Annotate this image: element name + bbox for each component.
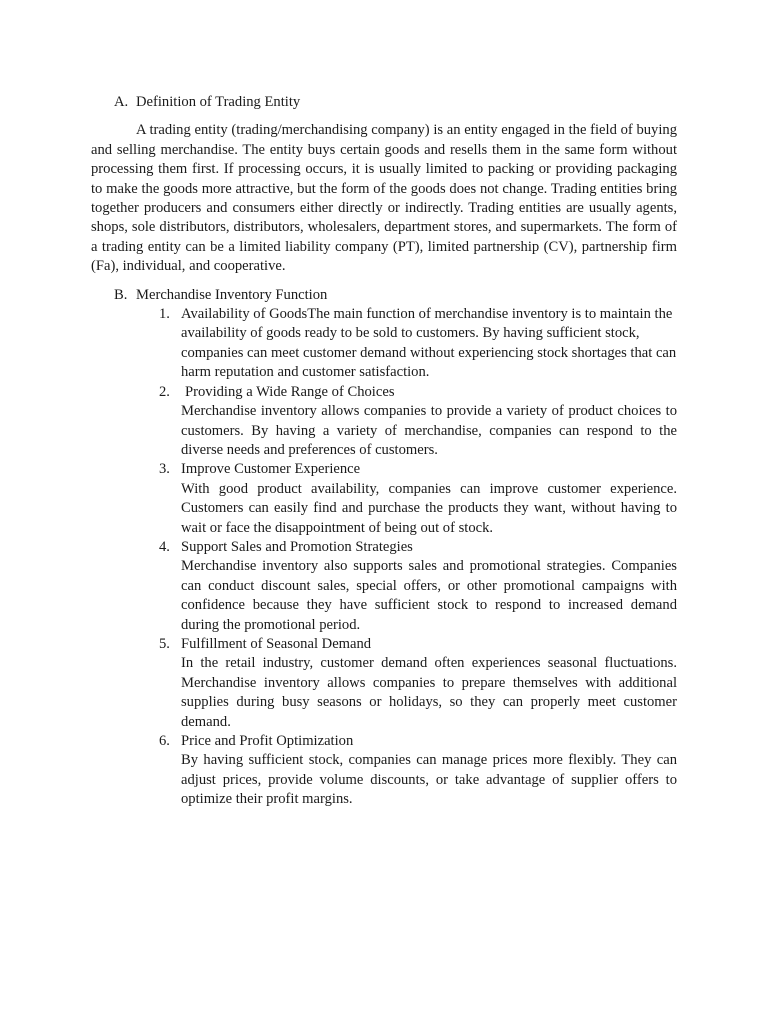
section-b-letter: B. — [114, 286, 128, 303]
list-item-number: 3. — [159, 461, 170, 478]
list-item-body: Merchandise inventory also supports sales and promotional strategies. Companies can conduct discount sales, special offers, or other promotional campaigns with confidence because they have sufficient stock to respond to increased demand during the promotional period. — [181, 558, 677, 633]
list-item — [159, 635, 677, 732]
list-item-number: 1. — [159, 306, 170, 323]
list-item-body: With good product availability, companies can improve customer experience. Customers can easily find and purchase the products they want, without having to wait or face the disappointment of being out of stock. — [181, 480, 677, 536]
section-a-heading — [91, 93, 677, 112]
section-a-letter: A. — [114, 94, 129, 110]
list-item-body: In the retail industry, customer demand often experiences seasonal fluctuations. Merchandise inventory allows companies to prepare themselves with additional supplies during busy seasons or holidays, so they can properly meet customer demand. — [181, 655, 677, 730]
list-item-number: 5. — [159, 635, 170, 652]
section-b-heading — [91, 286, 677, 305]
list-item — [159, 383, 677, 461]
list-item — [159, 538, 677, 635]
list-item-body: Merchandise inventory allows companies to provide a variety of product choices to customers. By having a variety of merchandise, companies can respond to the diverse needs and preferences of customers. — [181, 403, 677, 458]
section-a-paragraph: A trading entity (trading/merchandising company) is an entity engaged in the field of buying and selling merchandise. The entity buys certain goods and resells them in the same form without processing them first. If processing occurs, it is usually limited to packing or providing packaging to make the goods more attractive, but the form of the goods does not change. Trading entities bring together producers and consumers either directly or indirectly. Trading entities are usually agents, shops, sole distributors, distributors, wholesalers, department stores, and supermarkets. The form of a trading entity can be a limited liability company (PT), limited partnership (CV), partnership firm (Fa), individual, and cooperative. — [91, 122, 677, 275]
list-item — [159, 732, 677, 810]
list-item-title: Improve Customer Experience — [181, 461, 361, 478]
list-item-title: Availability of Goods — [181, 306, 308, 323]
list-item-number: 6. — [159, 733, 170, 749]
list-item-body: By having sufficient stock, companies can manage prices more flexibly. They can adjust prices, provide volume discounts, or take advantage of supplier offers to optimize their profit margins. — [181, 752, 677, 808]
list-item-number: 4. — [159, 538, 170, 555]
list-item-body: The main function of merchandise inventory is to maintain the availability of goods ready to be sold to customers. By having sufficient stock, companies can meet customer demand without experiencing stock shortages that can harm reputation and customer satisfaction. — [181, 306, 677, 381]
list-item-title: Providing a Wide Range of Choices — [185, 383, 395, 400]
document-body — [91, 93, 677, 810]
section-a-title: Definition of Trading Entity — [136, 94, 301, 110]
list-item-title: Support Sales and Promotion Strategies — [181, 538, 413, 555]
list-item — [159, 305, 677, 383]
list-item-title: Price and Profit Optimization — [181, 733, 354, 749]
merchandise-function-list — [91, 305, 677, 810]
list-item-number: 2. — [159, 383, 170, 400]
list-item-text — [181, 306, 676, 380]
list-item — [159, 460, 677, 538]
section-b-title: Merchandise Inventory Function — [136, 286, 328, 303]
list-item-title: Fulfillment of Seasonal Demand — [181, 635, 372, 652]
